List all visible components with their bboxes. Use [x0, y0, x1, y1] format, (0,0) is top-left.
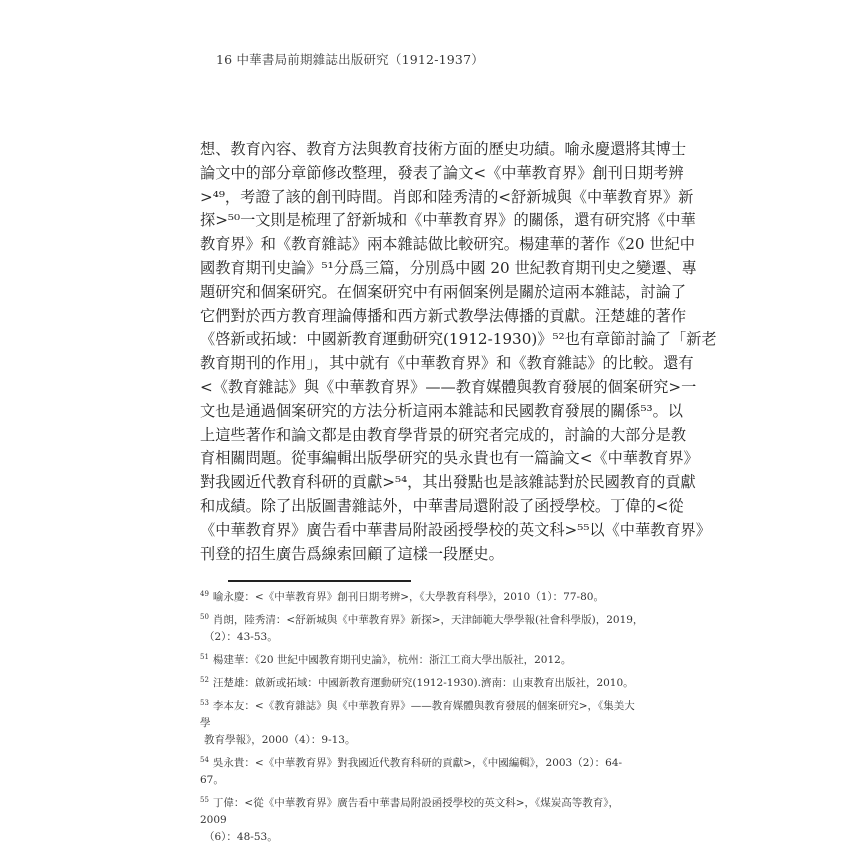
body-line: 教育界》和《教育雜誌》兩本雜誌做比較研究。楊建華的著作《20 世紀中	[200, 235, 695, 254]
footnote-number: 52	[200, 676, 209, 684]
footnote	[200, 752, 645, 789]
body-line: 《中華教育界》廣告看中華書局附設函授學校的英文科>⁵⁵以《中華教育界》	[200, 520, 711, 539]
body-line: 《啓新或拓域：中國新教育運動研究(1912-1930)》⁵²也有章節討論了「新老	[200, 330, 717, 349]
body-line: 刊登的招生廣告爲線索回顧了這樣一段歷史。	[200, 544, 504, 563]
body-text	[200, 138, 717, 566]
body-line: 題研究和個案研究。在個案研究中有兩個案例是關於這兩本雜誌，討論了	[200, 282, 686, 301]
body-line: 想、教育內容、教育方法與教育技術方面的歷史功績。喻永慶還將其博士	[200, 140, 686, 158]
footnotes	[200, 586, 645, 849]
body-line: 和成績。除了出版圖書雜誌外，中華書局還附設了函授學校。丁偉的<從	[200, 496, 684, 515]
footnote-text: 楊建華：《20 世紀中國教育期刊史論》，杭州：浙江工商大學出版社，2012。	[212, 654, 572, 666]
footnote	[200, 586, 645, 606]
running-head: 16 中華書局前期雜誌出版研究（1912-1937）	[216, 52, 484, 67]
footnote-text: 丁偉：<從《中華教育界》廣告看中華書局附設函授學校的英文科>，《煤炭高等教育》，2009	[200, 797, 620, 826]
footnote	[200, 695, 645, 749]
footnote-number: 50	[200, 613, 209, 621]
footnote-number: 55	[200, 796, 209, 804]
footnote-number: 53	[200, 699, 209, 707]
footnote-continuation: （6）：48-53。	[204, 831, 278, 843]
footnote-rule	[228, 580, 411, 582]
footnote-continuation: 教育學報》，2000（4）：9-13。	[204, 734, 356, 746]
body-line: 探>⁵⁰一文則是梳理了舒新城和《中華教育界》的關係，還有研究將《中華	[200, 211, 696, 230]
body-line: 它們對於西方教育理論傳播和西方新式教學法傳播的貢獻。汪楚雄的著作	[200, 306, 686, 325]
footnote-text: 汪楚雄：啟新或拓域：中國新教育運動研究(1912-1930).濟南：山東教育出版社，2010。	[212, 677, 634, 689]
footnote-continuation: （2）：43-53。	[204, 631, 278, 643]
body-line: >⁴⁹，考證了該的創刊時間。肖郎和陸秀清的<舒新城與《中華教育界》新	[200, 187, 694, 206]
footnote-number: 54	[200, 756, 209, 764]
footnote	[200, 609, 645, 646]
footnote-text: 肖朗，陸秀清：<舒新城與《中華教育界》新探>，天津師範大學學報(社會科學版)，2019，	[212, 614, 644, 626]
body-line: 國教育期刊史論》⁵¹分爲三篇，分別爲中國 20 世紀教育期刊史之變遷、專	[200, 258, 697, 277]
body-line: 上這些著作和論文都是由教育學背景的研究者完成的，討論的大部分是教	[200, 425, 686, 444]
body-line: 對我國近代教育科研的貢獻>⁵⁴，其出發點也是該雜誌對於民國教育的貢獻	[200, 473, 696, 492]
footnote-text: 李本友：<《教育雜誌》與《中華教育界》——教育媒體與教育發展的個案研究>，《集美大學	[200, 700, 635, 729]
footnote	[200, 649, 645, 669]
body-line: 論文中的部分章節修改整理，發表了論文<《中華教育界》創刊日期考辨	[200, 163, 684, 182]
footnote	[200, 792, 645, 846]
body-line: 教育期刊的作用」，其中就有《中華教育界》和《教育雜誌》的比較。還有	[200, 354, 694, 373]
footnote-number: 51	[200, 653, 209, 661]
footnote	[200, 672, 645, 692]
footnote-number: 49	[200, 590, 209, 598]
footnote-text: 吳永貴：<《中華教育界》對我國近代教育科研的貢獻>，《中國編輯》，2003（2）：64-67。	[200, 757, 623, 786]
body-line: <《教育雜誌》與《中華教育界》——教育媒體與教育發展的個案研究>一	[200, 377, 697, 396]
footnote-text: 喻永慶：<《中華教育界》創刊日期考辨>，《大學教育科學》，2010（1）：77-80。	[212, 591, 604, 603]
body-line: 文也是通過個案研究的方法分析這兩本雜誌和民國教育發展的關係⁵³。以	[200, 401, 683, 420]
body-line: 育相關問題。從事編輯出版學研究的吳永貴也有一篇論文<《中華教育界》	[200, 449, 699, 468]
